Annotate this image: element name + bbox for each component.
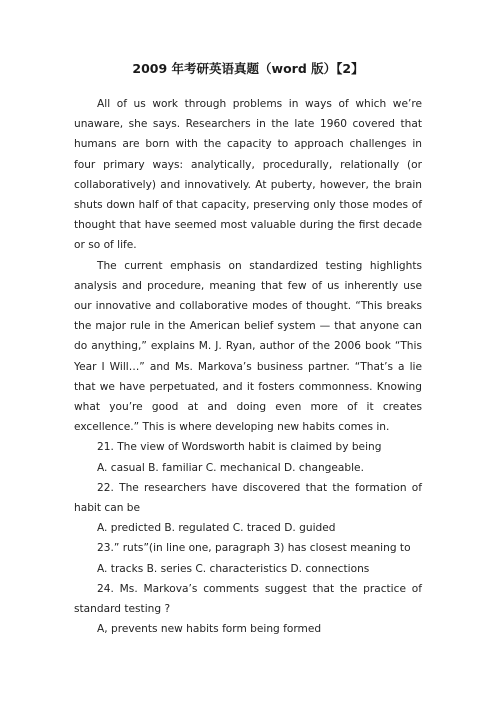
- question-options: A. casual B. familiar C. mechanical D. changeable.: [97, 461, 364, 474]
- question-options: A, prevents new habits form being formed: [97, 623, 322, 636]
- question-stem: 21. The view of Wordsworth habit is claimed by being: [97, 441, 382, 454]
- document-title: 2009 年考研英语真题（word 版）【2】: [132, 61, 364, 76]
- body-paragraph: All of us work through problems in ways of which we’re unaware, she says. Researchers in the late 1960 covered that humans are born with the capacity to approach challenges in four primary ways: analytically, procedurally, relationally (or collaboratively) and innovatively. At puberty, however, the brain shuts down half of that capacity, preserving only those modes of thought that have seemed most valuable during the first decade or so of life.: [74, 98, 422, 252]
- question-stem: 22. The researchers have discovered that the formation of habit can be: [74, 481, 422, 515]
- question-options: A. predicted B. regulated C. traced D. guided: [97, 522, 336, 535]
- body-paragraph: The current emphasis on standardized testing highlights analysis and procedure, meaning that few of us inherently use our innovative and collaborative modes of thought. “This breaks the major rule in the American belief system — that anyone can do anything,” explains M. J. Ryan, author of the 2006 book “This Year I Will…” and Ms. Markova’s business partner. “That’s a lie that we have perpetuated, and it fosters commonness. Knowing what you’re good at and doing even more of it creates excellence.” This is where developing new habits comes in.: [74, 259, 422, 434]
- question-stem: 24. Ms. Markova’s comments suggest that the practice of standard testing ?: [74, 582, 422, 616]
- question-options: A. tracks B. series C. characteristics D. connections: [97, 562, 370, 575]
- question-stem: 23.” ruts”(in line one, paragraph 3) has closest meaning to: [97, 542, 411, 555]
- document-page: [74, 56, 422, 639]
